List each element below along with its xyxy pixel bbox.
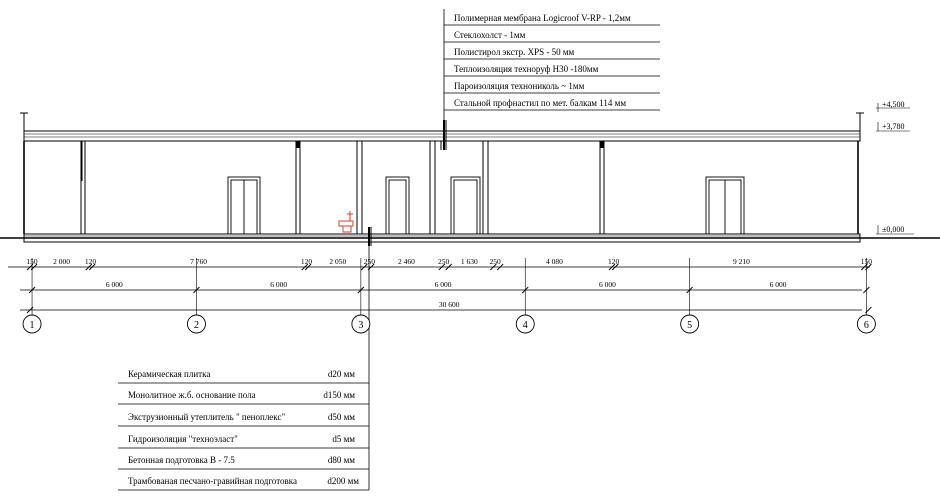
detail-dimension-label: 120 — [84, 257, 97, 266]
detail-dimension-label: 250 — [437, 257, 450, 266]
floor-layer-thickness: d200 мм — [327, 476, 359, 486]
floor-layer-name: Керамическая плитка — [128, 369, 211, 379]
span-dimension-label: 6 000 — [105, 280, 123, 289]
door-4 — [706, 177, 744, 234]
floor-layers-callout — [118, 0, 369, 501]
level-label: +3,780 — [882, 122, 905, 131]
floor-layer-thickness: d5 мм — [332, 434, 355, 444]
floor-layer-thickness: d20 мм — [327, 369, 355, 379]
level-label: +4,500 — [882, 100, 905, 109]
level-marker-top — [876, 100, 910, 112]
level-marker-ceiling — [876, 122, 910, 131]
detail-dimension-label: 2 460 — [398, 257, 415, 266]
floor-layer-thickness: d80 мм — [327, 455, 355, 465]
floor-layer-thickness: d50 мм — [327, 412, 355, 422]
section-cut-lines — [369, 9, 446, 490]
roof-layer-row: Полистирол экстр. XPS - 50 мм — [454, 47, 575, 57]
floor-layer-name: Трамбованая песчано-гравийная подготовка — [128, 476, 297, 486]
level-marker-floor — [876, 225, 914, 234]
detail-dimension-label: 120 — [607, 257, 620, 266]
detail-dimension-label: 9 210 — [733, 257, 750, 266]
roof-layer-row: Полимерная мембрана Logicroof V-RP - 1,2мм — [454, 13, 631, 23]
roof-layer-row: Стеклохолст - 1мм — [454, 30, 526, 40]
floor-layer-name: Монолитное ж.б. основание пола — [128, 390, 256, 400]
axis-label: 3 — [358, 320, 364, 331]
detail-dimension-label: 150 — [860, 257, 873, 266]
span-dimension-label: 6 000 — [434, 280, 452, 289]
roof-layer-row: Пароизоляция технониколь ~ 1мм — [454, 81, 585, 91]
detail-dimension-label: 2 050 — [329, 257, 347, 266]
span-dimension-label: 6 000 — [270, 280, 288, 289]
floor-layer-name: Гидроизоляция "техноэласт" — [128, 434, 238, 444]
axis-label: 1 — [29, 320, 35, 331]
roof-layer-row: Стальной профнастил по мет. балкам 114 мм — [454, 98, 627, 108]
detail-dimension-label: 4 080 — [545, 257, 563, 266]
door-2 — [386, 177, 409, 234]
axis-label: 4 — [522, 320, 528, 331]
floor-layer-name: Бетонная подготовка В - 7.5 — [128, 455, 235, 465]
span-dimension-label: 6 000 — [769, 280, 787, 289]
detail-dimension-label: 1 630 — [460, 257, 478, 266]
door-3 — [451, 177, 480, 234]
floor-layer-thickness: d150 мм — [323, 390, 355, 400]
level-label: ±0,000 — [882, 225, 905, 234]
detail-dimension-label: 120 — [300, 257, 313, 266]
axis-label: 5 — [687, 320, 693, 331]
detail-dimension-label: 250 — [363, 257, 375, 266]
axis-label: 2 — [193, 320, 199, 331]
detail-dimension-label: 2 000 — [53, 257, 70, 266]
detail-dimension-label: 250 — [489, 257, 501, 266]
roof-layer-row: Теплоизоляция техноруф Н30 -180мм — [454, 64, 599, 74]
detail-dimension-label: 150 — [26, 257, 38, 266]
detail-dimension-label: 7 760 — [190, 257, 207, 266]
total-dimension-label: 30 600 — [438, 300, 460, 309]
axis-label: 6 — [863, 320, 869, 331]
floor-layer-name: Экструзионный утеплитель " пеноплекс" — [128, 412, 286, 422]
span-dimension-label: 6 000 — [599, 280, 616, 289]
